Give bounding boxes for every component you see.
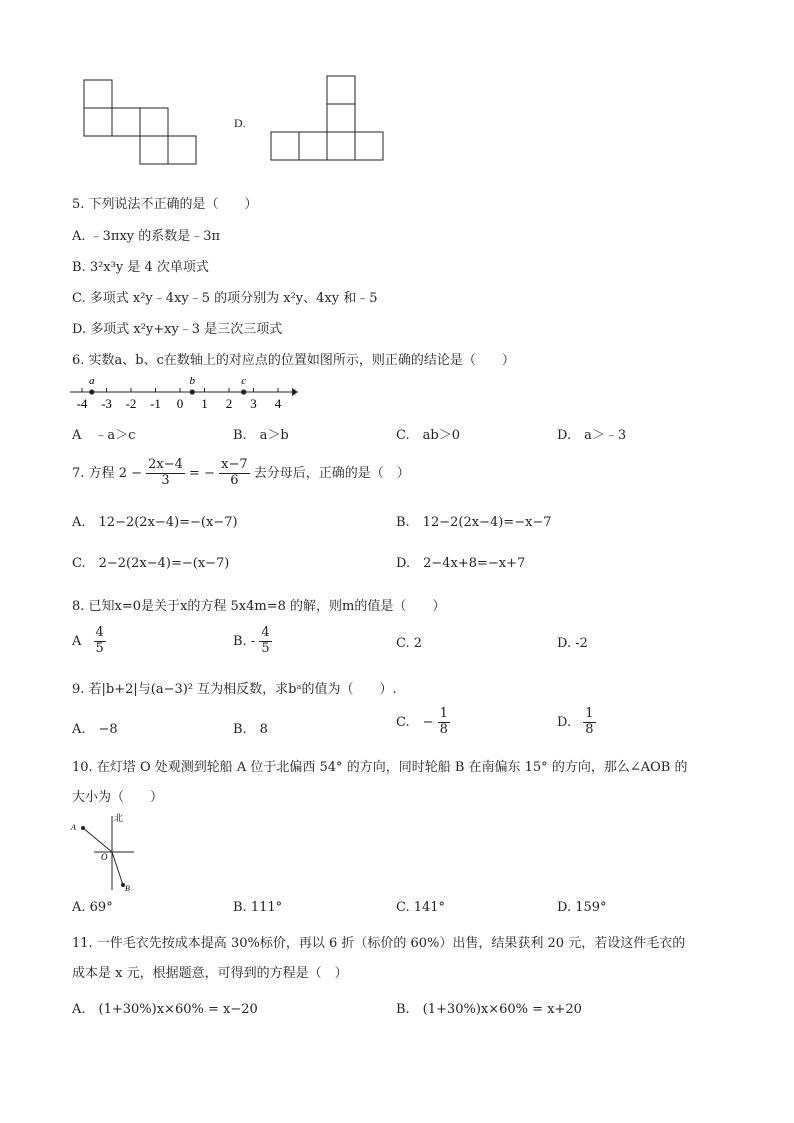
q5-stem: 5. 下列说法不正确的是（ ） <box>72 197 258 212</box>
q8-a-numerator: 4 <box>95 625 104 640</box>
q10-option-d: D. 159° <box>557 900 607 915</box>
q9-stem: 9. 若|b+2|与(a−3)² 互为相反数，求bᵃ的值为（ ）. <box>72 682 397 697</box>
q7-fraction-2 <box>219 458 250 489</box>
q9-c-numerator: 1 <box>439 706 448 721</box>
q6-option-a: A ﹣a＞c <box>72 428 136 443</box>
north-label: 北 <box>114 813 124 823</box>
q8-option-b <box>233 626 272 657</box>
ray-oa <box>83 828 112 852</box>
number-line <box>68 370 300 414</box>
q7-fraction-1 <box>146 458 185 489</box>
number-line-tick-label: 1 <box>201 396 208 411</box>
q7-option-c: C. 2−2(2x−4)=−(x−7) <box>72 556 230 571</box>
number-line-tick-label: 4 <box>274 396 282 411</box>
q9-option-b: B. 8 <box>233 722 268 737</box>
q9-c-fraction <box>438 707 450 738</box>
q7-f2-denominator: 6 <box>230 472 239 488</box>
q7-f1-denominator: 3 <box>161 472 170 488</box>
q7-f2-numerator: x−7 <box>221 457 248 472</box>
q5-option-b: B. 3²x³y 是 4 次单项式 <box>72 260 209 275</box>
q7-eq-mid: = − <box>189 465 215 481</box>
q9-option-d <box>557 707 596 738</box>
q5-option-a: A. ﹣3πxy 的系数是﹣3π <box>72 229 221 244</box>
q7-f1-numerator: 2x−4 <box>148 457 183 472</box>
q4-option-d-label: D. <box>234 116 246 130</box>
number-line-tick-label: 0 <box>176 396 184 411</box>
q11-stem-line2: 成本是 x 元，根据题意，可得到的方程是（ ） <box>72 966 348 981</box>
q10-stem-line2: 大小为（ ） <box>72 790 164 805</box>
q8-option-d: D. -2 <box>557 636 588 651</box>
q8-b-denominator: 5 <box>261 640 270 656</box>
q9-d-denominator: 8 <box>585 721 594 737</box>
o-label: O <box>101 852 108 862</box>
q7-option-d: D. 2−4x+8=−x+7 <box>396 556 526 571</box>
q7-label: 7. 方程 <box>72 465 115 481</box>
q6-option-d: D. a＞﹣3 <box>557 428 627 443</box>
q8-b-numerator: 4 <box>261 625 270 640</box>
q9-c-label: C. − <box>396 714 434 730</box>
q10-option-a: A. 69° <box>72 900 113 915</box>
number-line-point-b <box>190 389 195 394</box>
b-label: B <box>125 884 130 893</box>
point-a <box>81 826 85 830</box>
q7-option-a: A. 12−2(2x−4)=−(x−7) <box>72 515 238 530</box>
q9-option-c <box>396 707 450 738</box>
q11-stem-line1: 11. 一件毛衣先按成本提高 30%标价，再以 6 折（标价的 60%）出售，结果获利 20 元，若设这件毛衣的 <box>72 936 686 951</box>
q8-b-label: B. - <box>233 633 256 649</box>
ray-ob <box>112 852 123 885</box>
q5-option-c: C. 多项式 x²y﹣4xy﹣5 的项分别为 x²y、4xy 和﹣5 <box>72 291 378 306</box>
q8-stem: 8. 已知x=0是关于x的方程 5x4m=8 的解，则m的值是（ ） <box>72 599 446 614</box>
q9-c-denominator: 8 <box>439 721 448 737</box>
net-figure-c <box>82 78 202 166</box>
q9-option-a: A. −8 <box>72 722 118 737</box>
q5-option-d: D. 多项式 x²y+xy﹣3 是三次三项式 <box>72 322 283 337</box>
number-line-tick-label: -3 <box>101 396 112 411</box>
q8-a-denominator: 5 <box>95 640 104 656</box>
q8-option-c: C. 2 <box>396 636 423 651</box>
number-line-tick-label: -1 <box>150 396 161 411</box>
q11-option-a: A. (1+30%)x×60% = x−20 <box>72 1002 258 1017</box>
number-line-point-c <box>241 389 246 394</box>
q9-d-label: D. <box>557 714 572 730</box>
number-line-tick-label: 3 <box>250 396 257 411</box>
q8-a-label: A <box>72 633 82 649</box>
q9-d-fraction <box>583 707 595 738</box>
q6-option-b: B. a＞b <box>233 428 289 443</box>
number-line-point-label-b: b <box>189 375 195 387</box>
q8-a-fraction <box>94 626 106 657</box>
q6-option-c: C. ab＞0 <box>396 428 460 443</box>
q11-option-b: B. (1+30%)x×60% = x+20 <box>396 1002 582 1017</box>
number-line-tick-label: 2 <box>225 396 233 411</box>
q10-option-c: C. 141° <box>396 900 446 915</box>
number-line-point-a <box>89 389 94 394</box>
number-line-tick-label: -4 <box>76 396 88 411</box>
a-label: A <box>71 823 76 832</box>
number-line-point-label-a: a <box>89 375 95 387</box>
q6-stem: 6. 实数a、b、c在数轴上的对应点的位置如图所示，则正确的结论是（ ） <box>72 353 515 368</box>
q7-option-b: B. 12−2(2x−4)=−x−7 <box>396 515 552 530</box>
bearing-figure <box>68 808 142 894</box>
number-line-point-label-c: c <box>241 375 247 387</box>
q7-eq-lead: 2 − <box>118 465 142 481</box>
q8-b-fraction <box>259 626 271 657</box>
q9-d-numerator: 1 <box>585 706 594 721</box>
q10-stem-line1: 10. 在灯塔 O 处观测到轮船 A 位于北偏西 54° 的方向，同时轮船 B 在南偏东 15° 的方向，那么∠AOB 的 <box>72 760 688 775</box>
q8-option-a <box>72 626 106 657</box>
q7-suffix: 去分母后，正确的是（ ） <box>253 465 410 481</box>
q7-stem <box>72 458 410 489</box>
number-line-tick-label: -2 <box>125 396 137 411</box>
q10-option-b: B. 111° <box>233 900 283 915</box>
net-figure-d <box>268 74 388 166</box>
